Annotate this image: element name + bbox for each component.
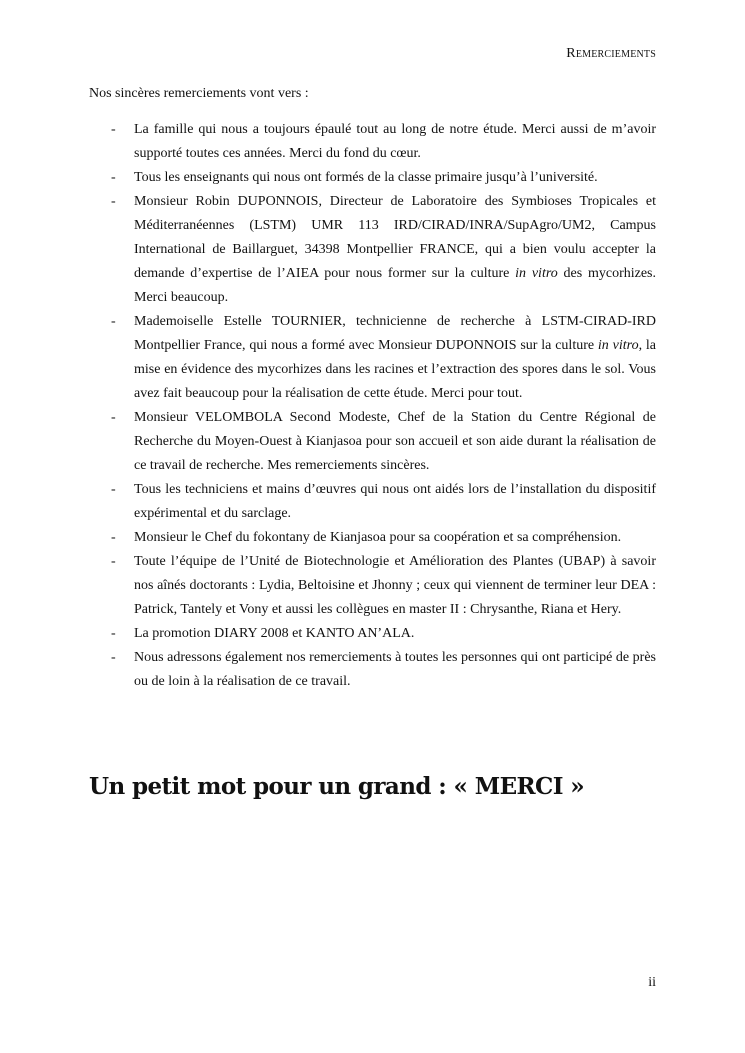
list-bullet: - (111, 530, 116, 545)
list-item-text: Tous les techniciens et mains d’œuvres qui nous ont aidés lors de l’installation du dispositif expérimental et du sarclage. (134, 482, 656, 521)
list-item (89, 622, 656, 646)
list-item-text: La promotion DIARY 2008 et KANTO AN’ALA. (134, 626, 415, 641)
page-number: ii (648, 975, 656, 990)
text-segment: des mycorhizes. Merci beaucoup. (134, 266, 657, 305)
list-item-text: Nous adressons également nos remerciements à toutes les personnes qui ont participé de près ou de loin à la réalisation de ce travail. (134, 650, 656, 689)
list-bullet: - (111, 194, 116, 209)
list-bullet: - (111, 122, 116, 137)
list-item-text: Monsieur le Chef du fokontany de Kianjasoa pour sa coopération et sa compréhension. (134, 530, 622, 545)
list-bullet: - (111, 650, 116, 665)
list-item-text: La famille qui nous a toujours épaulé tout au long de notre étude. Merci aussi de m’avoir supporté toutes ces années. Merci du fond du cœur. (134, 122, 656, 161)
list-bullet: - (111, 410, 116, 425)
list-bullet: - (111, 482, 116, 497)
italic-term: in vitro (515, 266, 558, 281)
list-item-text (134, 314, 656, 401)
list-bullet: - (111, 626, 116, 641)
intro-text: Nos sincères remerciements vont vers : (89, 86, 309, 101)
list-item (89, 166, 656, 190)
text-segment: , la mise en évidence des mycorhizes dans les racines et l’extraction des spores dans le sol. Vous avez fait beaucoup pour la réalisation de cette étude. Merci pour tout. (134, 338, 657, 401)
list-item-text: Toute l’équipe de l’Unité de Biotechnologie et Amélioration des Plantes (UBAP) à savoir nos aînés doctorants : Lydia, Beltoisine et Jhonny ; ceux qui viennent de terminer leur DEA : Patrick, Tantely et Vony et aussi les collègues en master II : Chrysanthe, Riana et Hery. (134, 554, 656, 617)
list-bullet: - (111, 554, 116, 569)
list-item (89, 478, 656, 526)
text-segment: Mademoiselle Estelle TOURNIER, technicienne de recherche à LSTM-CIRAD-IRD Montpellier France, qui nous a formé avec Monsieur DUPONNOIS sur la culture (134, 314, 656, 353)
list-item (89, 190, 656, 310)
list-item-text (134, 194, 656, 305)
list-item-text: Monsieur VELOMBOLA Second Modeste, Chef de la Station du Centre Régional de Recherche du Moyen-Ouest à Kianjasoa pour son accueil et son aide durant la réalisation de ce travail de recherche. Mes remerciements sincères. (134, 410, 656, 473)
list-item (89, 406, 656, 478)
italic-term: in vitro (597, 338, 639, 353)
list-item-text: Tous les enseignants qui nous ont formés de la classe primaire jusqu’à l’université. (134, 170, 598, 185)
list-item (89, 550, 656, 622)
list-bullet: - (111, 170, 116, 185)
closing-heading: Un petit mot pour un grand : « MERCI » (89, 773, 585, 800)
text-segment: Monsieur Robin DUPONNOIS, Directeur de Laboratoire des Symbioses Tropicales et Méditerranéennes (LSTM) UMR 113 IRD/CIRAD/INRA/SupAgro/UM2, Campus International de Baillarguet, 34398 Montpellier FRANCE, qui a bien voulu accepter la demande d’expertise de l’AIEA pour nous former sur la culture (134, 194, 656, 281)
list-item (89, 118, 656, 166)
list-item (89, 310, 656, 406)
list-item (89, 646, 656, 694)
acknowledgement-list (89, 118, 656, 694)
list-bullet: - (111, 314, 116, 329)
list-item (89, 526, 656, 550)
page-header: Remerciements (566, 46, 656, 61)
